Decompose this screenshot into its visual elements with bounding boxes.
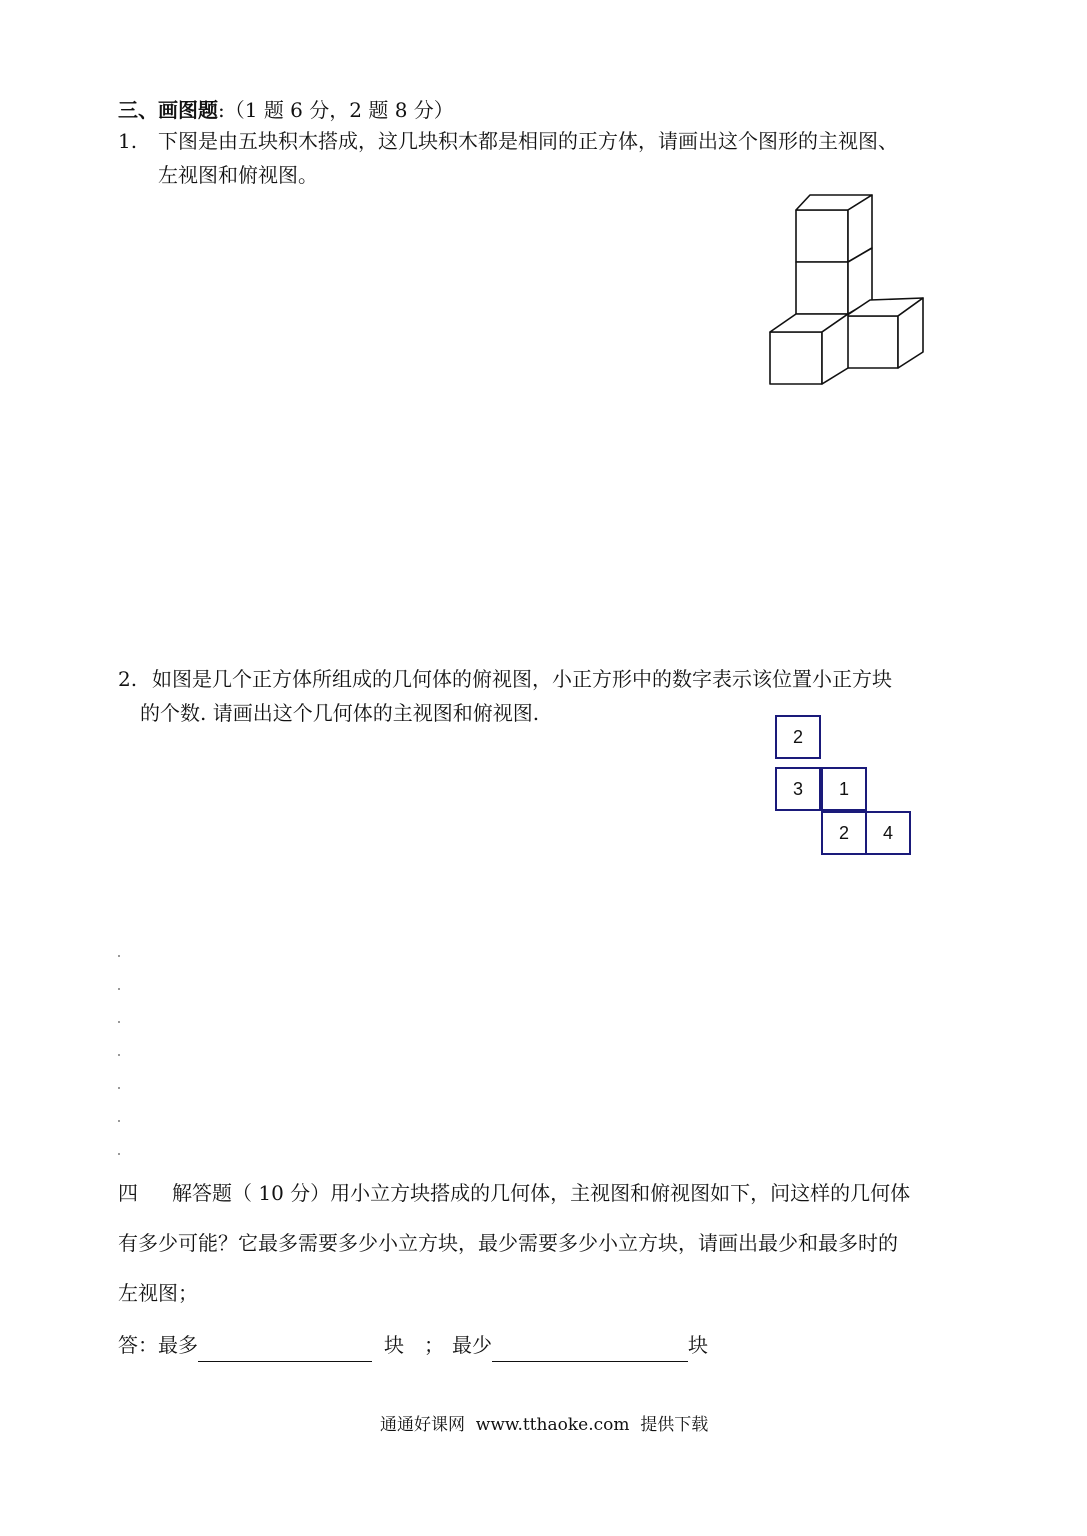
answer-unit1: 块 [384, 1333, 404, 1357]
answer-sep: ； [424, 1333, 444, 1357]
q2-line2: 的个数. 请画出这个几何体的主视图和俯视图. [140, 701, 540, 725]
answer-unit2: 块 [688, 1333, 708, 1357]
margin-dot [118, 1054, 120, 1056]
grid-cell: 3 [775, 767, 821, 811]
margin-dot [118, 1021, 120, 1023]
q1-line2: 左视图和俯视图。 [158, 163, 318, 187]
answer-line [118, 1328, 708, 1362]
margin-dot [118, 955, 120, 957]
answer-most-blank[interactable] [198, 1339, 372, 1362]
cube-left-front [770, 332, 822, 384]
answer-least: 最少 [452, 1333, 492, 1357]
q2-number: 2. [118, 667, 138, 691]
cube-mid-front [796, 262, 848, 314]
grid-cell: 2 [775, 715, 821, 759]
answer-prefix: 答：最多 [118, 1333, 198, 1357]
section4-number: 四 [118, 1181, 138, 1205]
section3-title [118, 94, 454, 123]
cube-right-front [846, 316, 898, 368]
margin-dot [118, 1153, 120, 1155]
margin-dot [118, 988, 120, 990]
margin-dot [118, 1120, 120, 1122]
section3-title-rest: :（1 题 6 分，2 题 8 分） [218, 98, 454, 122]
footer-text: 通通好课网 www.tthaoke.com 提供下载 [380, 1415, 709, 1435]
cube-top-front [796, 210, 848, 262]
q2-line1: 如图是几个正方体所组成的几何体的俯视图，小正方形中的数字表示该位置小正方块 [152, 667, 892, 691]
q1-line1: 下图是由五块积木搭成，这几块积木都是相同的正方体，请画出这个图形的主视图、 [158, 129, 898, 153]
grid-cell: 2 [821, 811, 867, 855]
margin-dot [118, 1087, 120, 1089]
grid-cell: 1 [821, 767, 867, 811]
answer-least-blank[interactable] [492, 1339, 688, 1362]
cube-stack-figure [760, 188, 935, 398]
section4-line1: 解答题（ 10 分）用小立方块搭成的几何体，主视图和俯视图如下，问这样的几何体 [172, 1181, 911, 1205]
section4-line3: 左视图； [118, 1281, 198, 1305]
q1-number: 1. [118, 129, 138, 153]
section4-line2: 有多少可能？它最多需要多少小立方块，最少需要多少小立方块，请画出最少和最多时的 [118, 1231, 898, 1255]
section3-title-bold: 三、画图题 [118, 98, 218, 122]
grid-cell: 4 [865, 811, 911, 855]
